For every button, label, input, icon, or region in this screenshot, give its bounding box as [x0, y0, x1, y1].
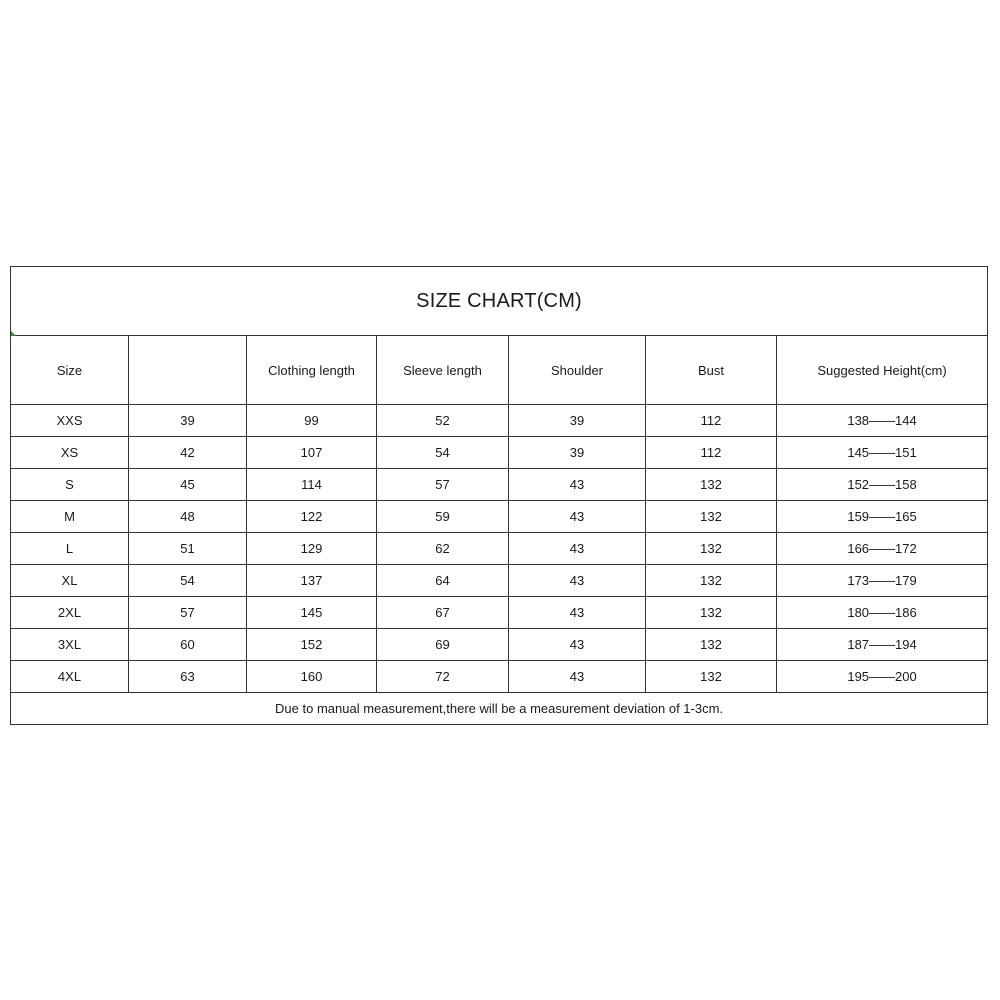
cell-sleeve-length: 67: [377, 597, 509, 629]
cell-clothing-length: 107: [247, 437, 377, 469]
cell-size: M: [11, 501, 129, 533]
cell-clothing-length: 129: [247, 533, 377, 565]
cell-shoulder: 39: [509, 437, 646, 469]
cell-suggested-height: 173——179: [777, 565, 988, 597]
cell-suggested-height: 152——158: [777, 469, 988, 501]
cell-size: L: [11, 533, 129, 565]
header-bust: Bust: [646, 336, 777, 405]
table-row: [11, 565, 988, 597]
cell-suggested-height: 195——200: [777, 661, 988, 693]
cell-clothing-length: 137: [247, 565, 377, 597]
cell-sleeve-length: 57: [377, 469, 509, 501]
chart-title: [11, 267, 988, 336]
cell-sleeve-length: 64: [377, 565, 509, 597]
measurement-note: Due to manual measurement,there will be a measurement deviation of 1-3cm.: [11, 693, 988, 725]
cell-suggested-height: 180——186: [777, 597, 988, 629]
cell-bust: 132: [646, 565, 777, 597]
cell-size: S: [11, 469, 129, 501]
cell-bust: 132: [646, 597, 777, 629]
header-blank: [129, 336, 247, 405]
cell-value: 63: [129, 661, 247, 693]
cell-clothing-length: 152: [247, 629, 377, 661]
table-row: [11, 405, 988, 437]
cell-clothing-length: 114: [247, 469, 377, 501]
cell-shoulder: 39: [509, 405, 646, 437]
header-suggested-height: Suggested Height(cm): [777, 336, 988, 405]
cell-shoulder: 43: [509, 661, 646, 693]
cell-sleeve-length: 54: [377, 437, 509, 469]
cell-bust: 112: [646, 437, 777, 469]
cell-suggested-height: 145——151: [777, 437, 988, 469]
table-row: [11, 501, 988, 533]
header-shoulder: Shoulder: [509, 336, 646, 405]
chart-title-text: SIZE CHART(CM): [416, 290, 582, 312]
cell-size: XL: [11, 565, 129, 597]
cell-corner-marker: [11, 331, 16, 336]
cell-value: 54: [129, 565, 247, 597]
cell-value: 39: [129, 405, 247, 437]
cell-shoulder: 43: [509, 597, 646, 629]
cell-clothing-length: 99: [247, 405, 377, 437]
cell-size: 3XL: [11, 629, 129, 661]
cell-value: 57: [129, 597, 247, 629]
cell-size: XS: [11, 437, 129, 469]
cell-bust: 132: [646, 501, 777, 533]
cell-size: 2XL: [11, 597, 129, 629]
cell-suggested-height: 159——165: [777, 501, 988, 533]
header-sleeve-length: Sleeve length: [377, 336, 509, 405]
cell-value: 48: [129, 501, 247, 533]
header-size: Size: [11, 336, 129, 405]
cell-size: XXS: [11, 405, 129, 437]
table-row: [11, 661, 988, 693]
table-row: [11, 437, 988, 469]
table-row: [11, 469, 988, 501]
cell-sleeve-length: 59: [377, 501, 509, 533]
cell-value: 51: [129, 533, 247, 565]
table-row: [11, 597, 988, 629]
cell-sleeve-length: 62: [377, 533, 509, 565]
header-clothing-length: Clothing length: [247, 336, 377, 405]
cell-suggested-height: 166——172: [777, 533, 988, 565]
cell-value: 60: [129, 629, 247, 661]
cell-bust: 132: [646, 469, 777, 501]
cell-value: 42: [129, 437, 247, 469]
cell-clothing-length: 160: [247, 661, 377, 693]
cell-clothing-length: 145: [247, 597, 377, 629]
header-row: [11, 336, 988, 405]
cell-clothing-length: 122: [247, 501, 377, 533]
cell-shoulder: 43: [509, 629, 646, 661]
size-chart-table: [10, 266, 988, 725]
cell-suggested-height: 187——194: [777, 629, 988, 661]
cell-sleeve-length: 69: [377, 629, 509, 661]
table-row: [11, 629, 988, 661]
note-row: [11, 693, 988, 725]
cell-shoulder: 43: [509, 501, 646, 533]
cell-value: 45: [129, 469, 247, 501]
cell-sleeve-length: 52: [377, 405, 509, 437]
cell-shoulder: 43: [509, 469, 646, 501]
title-row: [11, 267, 988, 336]
cell-bust: 132: [646, 533, 777, 565]
table-row: [11, 533, 988, 565]
cell-shoulder: 43: [509, 565, 646, 597]
cell-suggested-height: 138——144: [777, 405, 988, 437]
cell-size: 4XL: [11, 661, 129, 693]
cell-bust: 112: [646, 405, 777, 437]
cell-bust: 132: [646, 661, 777, 693]
cell-bust: 132: [646, 629, 777, 661]
cell-shoulder: 43: [509, 533, 646, 565]
cell-sleeve-length: 72: [377, 661, 509, 693]
